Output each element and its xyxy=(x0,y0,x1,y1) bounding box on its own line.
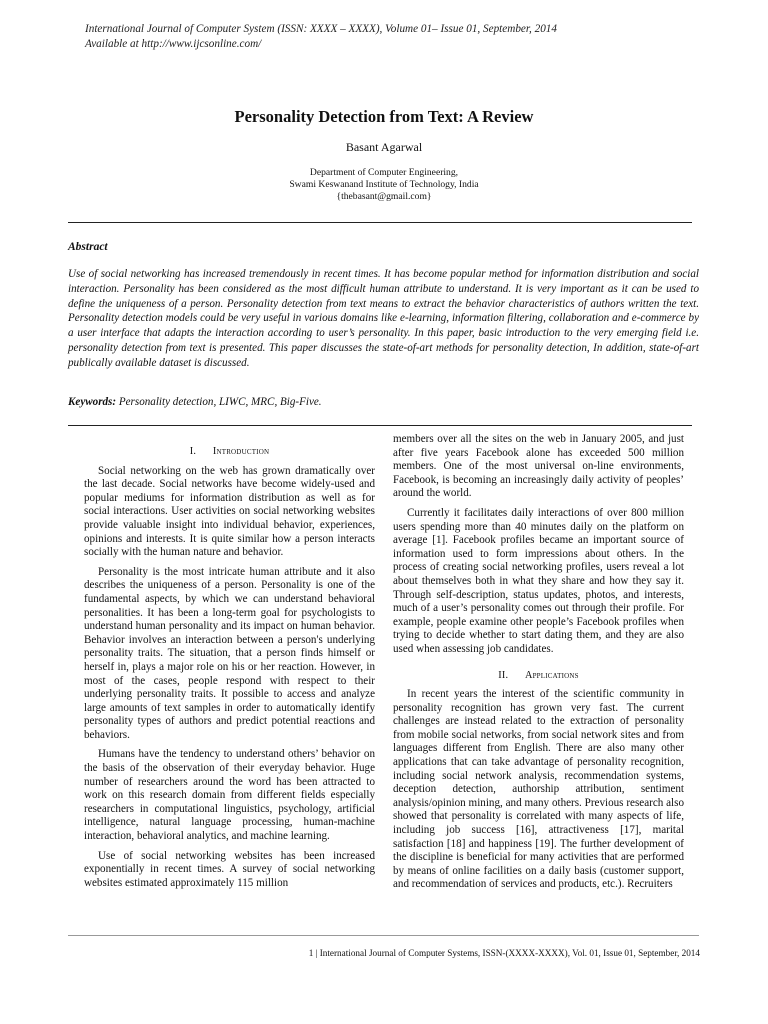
keywords-label: Keywords: xyxy=(68,396,117,408)
affiliation-line: Swami Keswanand Institute of Technology, India xyxy=(289,179,479,190)
left-column xyxy=(84,433,375,890)
paragraph: Personality is the most intricate human attribute and it also describes the uniqueness of a person. Personality is one of the fundamental aspects, by which we can understand behavioral personalities. It has been a long-term goal for psychologists to understand human personality and its impact on human behavior. Behavior involves an interaction between a person's underlying personality traits. The situation, that a person finds himself or herself in, plays a major role on his or her reaction. However, in most of the cases, people respond with respect to their underlying personality traits. It possible to access and analyze large amounts of text samples in order to automatically identify personality types of authors and predict potential reactions and behaviors. xyxy=(84,565,375,741)
paragraph: In recent years the interest of the scientific community in personality recognition has grown very fast. The current challenges are instead related to the extraction of personality from mobile social networks, from social network sites and from languages different from English. There are also many other applications that can take advantage of personality recognition, including social network analysis, recommendation systems, deception detection, authorship attribution, sentiment analysis/opinion mining, and many others. Previous research also showed that personality is correlated with many aspects of life, including job success [16], attractiveness [17], marital satisfaction [18] and happiness [19]. The further development of the discipline is beneficial for many activities that are performed by means of online facilities on a daily basis (customer support, and recommendation of services and products, etc.). Recruiters xyxy=(393,688,684,891)
section-number: II. xyxy=(498,669,509,681)
right-column xyxy=(393,433,684,892)
footer-divider xyxy=(68,935,699,936)
section-number: I. xyxy=(189,446,197,457)
abstract-heading: Abstract xyxy=(68,241,108,253)
journal-line: International Journal of Computer System (ISSN: XXXX – XXXX), Volume 01– Issue 01, September, 2014 xyxy=(85,23,557,35)
author-email: {thebasant@gmail.com} xyxy=(336,191,432,202)
journal-url-line: Available at http://www.ijcsonline.com/ xyxy=(85,38,262,50)
paragraph: Currently it facilitates daily interactions of over 800 million users spending more than 40 minutes daily on the platform on average [1]. Facebook profiles became an important source of information used to form impressions about others. In the process of creating social networking profiles, users reveal a lot about themselves both in what they share and how they say it. Through self-description, status updates, photos, and interests, much of a user’s personality comes out through their profile. For example, people examine other people’s Facebook profiles when trying to decide whether to start dating them, and they are also used when assessing job candidates. xyxy=(393,506,684,655)
section-heading-applications xyxy=(393,669,684,683)
paragraph: members over all the sites on the web in January 2005, and just after five years Facebook alone has exceeded 500 million members. One of the most universal on-line environments, Facebook, is becoming an increasingly daily activity of peoples’ around the world. xyxy=(393,433,684,500)
journal-header xyxy=(85,22,685,52)
paper-title: Personality Detection from Text: A Review xyxy=(234,107,534,126)
abstract-divider xyxy=(68,425,692,426)
abstract-text: Use of social networking has increased tremendously in recent times. It has become popular method for information distribution and social interaction. Personality has been considered as the most difficult human attribute to understand. It is very important as it can be used to define the uniqueness of a person. Personality detection from text means to extract the behavior characteristics of authors written the text. Personality detection models could be very useful in various domains like e-learning, information filtering, collaboration and e-commerce by a user interface that adapts the interaction according to user’s personality. In this paper, basic introduction to the very emerging field i.e. personality detection from text is presented. This paper discusses the state-of-art methods for personality detection, In addition, state-of-art publically available dataset is discussed. xyxy=(68,268,699,369)
author-name: Basant Agarwal xyxy=(345,140,423,154)
section-title: Introduction xyxy=(212,446,270,457)
paragraph: Use of social networking websites has been increased exponentially in recent times. A survey of social networking websites estimated approximately 115 million xyxy=(84,849,375,889)
affiliation-line: Department of Computer Engineering, xyxy=(309,167,459,178)
page-footer: 1 | International Journal of Computer Systems, ISSN-(XXXX-XXXX), Vol. 01, Issue 01, September, 2014 xyxy=(308,948,700,958)
keywords-text: Personality detection, LIWC, MRC, Big-Five. xyxy=(118,396,322,408)
paragraph: Social networking on the web has grown dramatically over the last decade. Social networks have become widely-used and popular mediums for information distribution as well as for social interactions. User activities on social networking websites provide valuable insight into individual behavior, experiences, opinions and interests. It is quite similar how a person interacts socially with the human nature and behavior. xyxy=(84,464,375,559)
affiliation xyxy=(0,167,768,203)
section-heading-introduction xyxy=(84,445,375,459)
paragraph: Humans have the tendency to understand others’ behavior on the basis of the observation of their everyday behavior. Huge number of researchers around the word has been attracted to work on this research domain from different fields especially researchers in computational linguistics, psychology, artificial intelligence, natural language processing, human-machine interaction, behavioral analytics, and machine learning. xyxy=(84,748,375,843)
keywords-line xyxy=(68,396,699,408)
title-divider xyxy=(68,222,692,223)
section-title: Applications xyxy=(524,669,579,681)
